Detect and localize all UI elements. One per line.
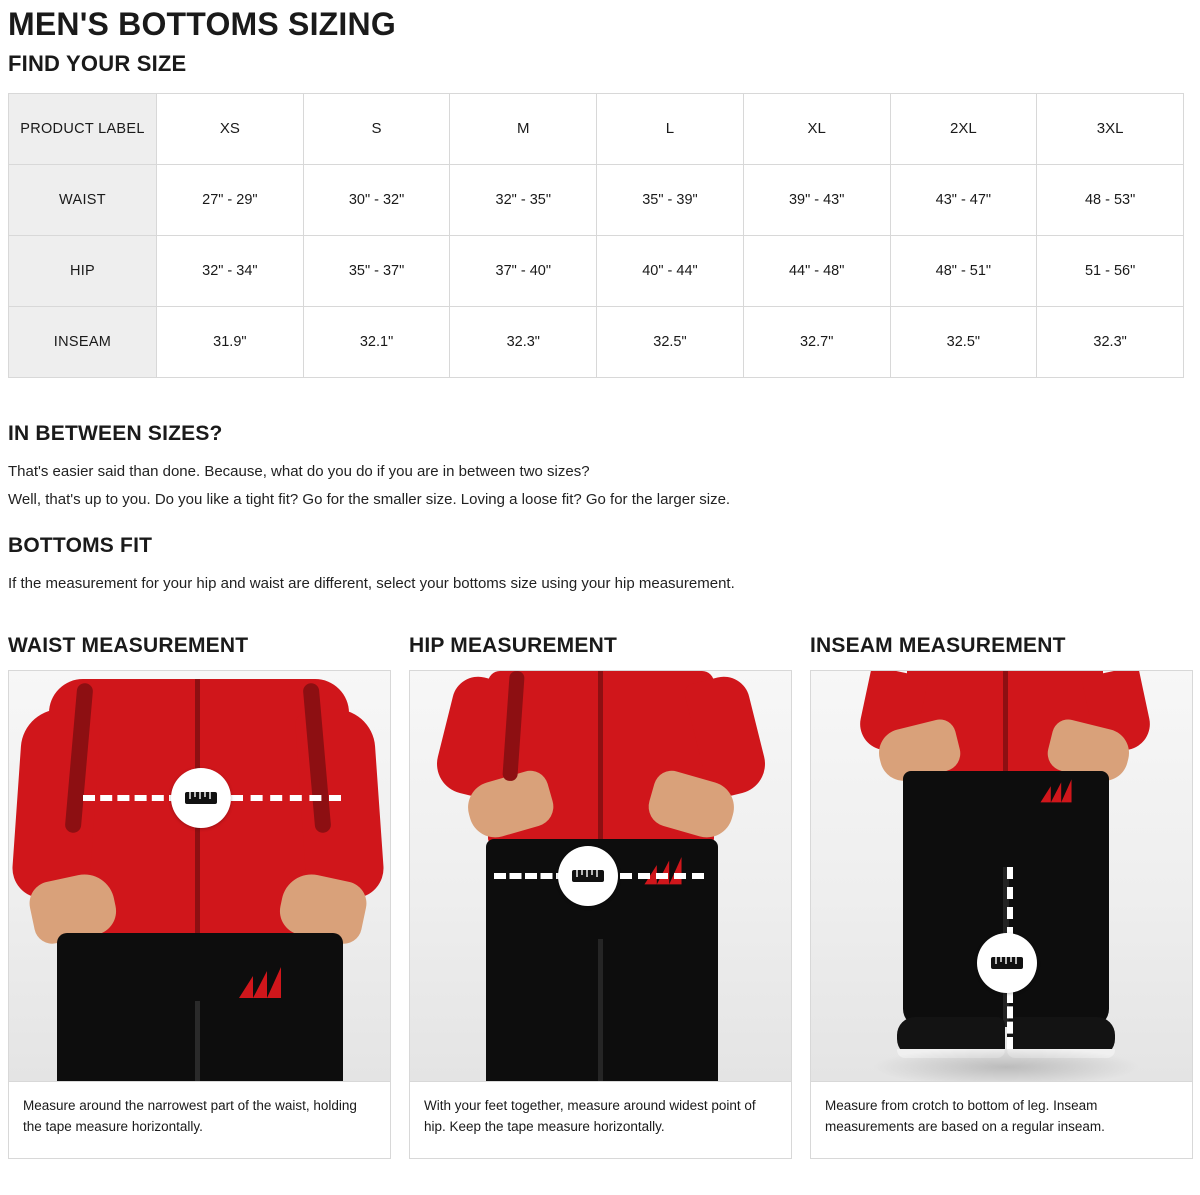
waist-dashed-line-left (83, 795, 181, 801)
row-label-inseam: INSEAM (9, 306, 157, 377)
hip-dashed-line-right (620, 873, 704, 879)
cell-waist-3xl: 48 - 53" (1037, 164, 1184, 235)
cell-waist-xs: 27" - 29" (157, 164, 304, 235)
cell-inseam-3xl: 32.3" (1037, 306, 1184, 377)
cell-waist-m: 32" - 35" (450, 164, 597, 235)
card-title-waist: WAIST MEASUREMENT (8, 633, 249, 657)
waist-dashed-line-right (231, 795, 341, 801)
card-waist-measurement (8, 634, 391, 1159)
card-inseam-measurement (810, 634, 1193, 1159)
column-header-m: M (450, 93, 597, 164)
tape-measure-icon (171, 768, 231, 828)
column-header-s: S (303, 93, 450, 164)
tape-measure-glyph (184, 787, 218, 809)
cell-hip-m: 37" - 40" (450, 235, 597, 306)
column-header-2xl: 2XL (890, 93, 1037, 164)
row-label-waist: WAIST (9, 164, 157, 235)
cell-hip-3xl: 51 - 56" (1037, 235, 1184, 306)
jacket-zipper (598, 671, 603, 849)
column-header-xs: XS (157, 93, 304, 164)
card-title-inseam: INSEAM MEASUREMENT (810, 633, 1066, 657)
cell-inseam-l: 32.5" (597, 306, 744, 377)
pants (57, 933, 343, 1081)
card-caption-waist: Measure around the narrowest part of the waist, holding the tape measure horizontally. (8, 1081, 391, 1159)
table-row (9, 164, 1184, 235)
find-your-size-heading: FIND YOUR SIZE (8, 50, 187, 76)
table-row (9, 235, 1184, 306)
table-header-row (9, 93, 1184, 164)
pants-leg-split (195, 1001, 200, 1081)
hip-dashed-line-left (494, 873, 568, 879)
in-between-sizes-line-1: That's easier said than done. Because, what do you do if you are in between two sizes? (8, 462, 590, 480)
in-between-sizes-heading: IN BETWEEN SIZES? (8, 421, 223, 445)
column-header-l: L (597, 93, 744, 164)
cell-inseam-m: 32.3" (450, 306, 597, 377)
cell-hip-xl: 44" - 48" (743, 235, 890, 306)
cell-waist-xl: 39" - 43" (743, 164, 890, 235)
inseam-dashed-line-upper (1007, 867, 1013, 939)
measurement-cards (8, 634, 1192, 1159)
size-chart-table (8, 93, 1184, 378)
page-title: MEN'S BOTTOMS SIZING (8, 6, 396, 42)
card-caption-hip: With your feet together, measure around widest point of hip. Keep the tape measure horizontally. (409, 1081, 792, 1159)
pants-leg-split (598, 939, 603, 1081)
tape-measure-icon (558, 846, 618, 906)
cell-hip-l: 40" - 44" (597, 235, 744, 306)
cell-inseam-xl: 32.7" (743, 306, 890, 377)
card-title-hip: HIP MEASUREMENT (409, 633, 617, 657)
brand-logo-icon (642, 857, 684, 887)
cell-inseam-s: 32.1" (303, 306, 450, 377)
cell-inseam-2xl: 32.5" (890, 306, 1037, 377)
column-header-3xl: 3XL (1037, 93, 1184, 164)
brand-logo-icon (237, 967, 283, 1001)
illustration-hip (409, 670, 792, 1081)
column-header-xl: XL (743, 93, 890, 164)
cell-waist-2xl: 43" - 47" (890, 164, 1037, 235)
jacket-zipper (1003, 671, 1008, 779)
table-row (9, 306, 1184, 377)
cell-hip-xs: 32" - 34" (157, 235, 304, 306)
tape-measure-icon (977, 933, 1037, 993)
brand-logo-icon (1039, 779, 1073, 805)
card-caption-inseam: Measure from crotch to bottom of leg. Inseam measurements are based on a regular inseam. (810, 1081, 1193, 1159)
cell-inseam-xs: 31.9" (157, 306, 304, 377)
tape-measure-glyph (990, 952, 1024, 974)
cell-hip-s: 35" - 37" (303, 235, 450, 306)
row-label-hip: HIP (9, 235, 157, 306)
inseam-dashed-line-lower (1007, 991, 1013, 1049)
in-between-sizes-line-2: Well, that's up to you. Do you like a tight fit? Go for the smaller size. Loving a loose fit? Go for the larger size. (8, 490, 731, 508)
cell-waist-s: 30" - 32" (303, 164, 450, 235)
bottoms-fit-line-1: If the measurement for your hip and waist are different, select your bottoms size using your hip measurement. (8, 574, 735, 592)
tape-measure-glyph (571, 865, 605, 887)
cell-waist-l: 35" - 39" (597, 164, 744, 235)
bottoms-fit-heading: BOTTOMS FIT (8, 533, 153, 557)
cell-hip-2xl: 48" - 51" (890, 235, 1037, 306)
table-corner-label: PRODUCT LABEL (9, 93, 157, 164)
illustration-waist (8, 670, 391, 1081)
floor-shadow (871, 1047, 1141, 1081)
illustration-inseam (810, 670, 1193, 1081)
card-hip-measurement (409, 634, 792, 1159)
